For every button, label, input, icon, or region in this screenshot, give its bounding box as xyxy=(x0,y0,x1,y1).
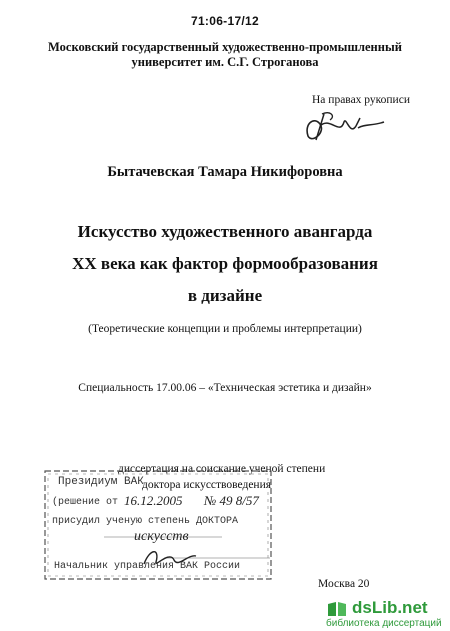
degree-line-2: доктора искусствоведения xyxy=(142,479,272,491)
specialty: Специальность 17.00.06 – «Техническая эстетика и дизайн» xyxy=(78,382,372,394)
degree-line-1: диссертация на соискание ученой степени xyxy=(118,463,326,475)
city-year: Москва 20 xyxy=(318,578,370,590)
stamp-number-handwritten: № 49 8/57 xyxy=(204,493,259,508)
stamp-line-1: Президиум ВАК xyxy=(58,476,144,488)
dslib-logo[interactable]: dsLib.net xyxy=(352,598,428,617)
dslib-caption: библиотека диссертаций xyxy=(326,618,442,629)
title-line-3: в дизайне xyxy=(187,286,263,305)
title-line-1: Искусство художественного авангарда xyxy=(77,222,373,241)
stamp-line-2-prefix: (решение от xyxy=(52,497,119,508)
university-name xyxy=(0,40,450,70)
stamp-line-3: присудил ученую степень ДОКТОРА xyxy=(52,516,239,527)
university-line-1: Московский государственный художественно-промышленный xyxy=(48,40,402,54)
stamp-line-5: Начальник управления ВАК России xyxy=(54,561,241,572)
thesis-title xyxy=(0,216,450,312)
rights-note: На правах рукописи xyxy=(312,94,410,106)
book-icon xyxy=(326,600,348,618)
dslib-footer[interactable] xyxy=(312,594,450,631)
subtitle: (Теоретические концепции и проблемы интерпретации) xyxy=(88,323,362,335)
title-line-2: XX века как фактор формообразования xyxy=(72,254,378,273)
author-name: Бытачевская Тамара Никифоровна xyxy=(107,164,343,180)
stamp-date-handwritten: 16.12.2005 xyxy=(124,493,183,508)
stamp-field-handwritten: искусств xyxy=(134,529,189,544)
document-code: 71:06-17/12 xyxy=(190,14,260,28)
handwritten-signature xyxy=(300,106,390,152)
university-line-2: университет им. С.Г. Строганова xyxy=(131,55,319,69)
vak-stamp xyxy=(44,470,272,580)
